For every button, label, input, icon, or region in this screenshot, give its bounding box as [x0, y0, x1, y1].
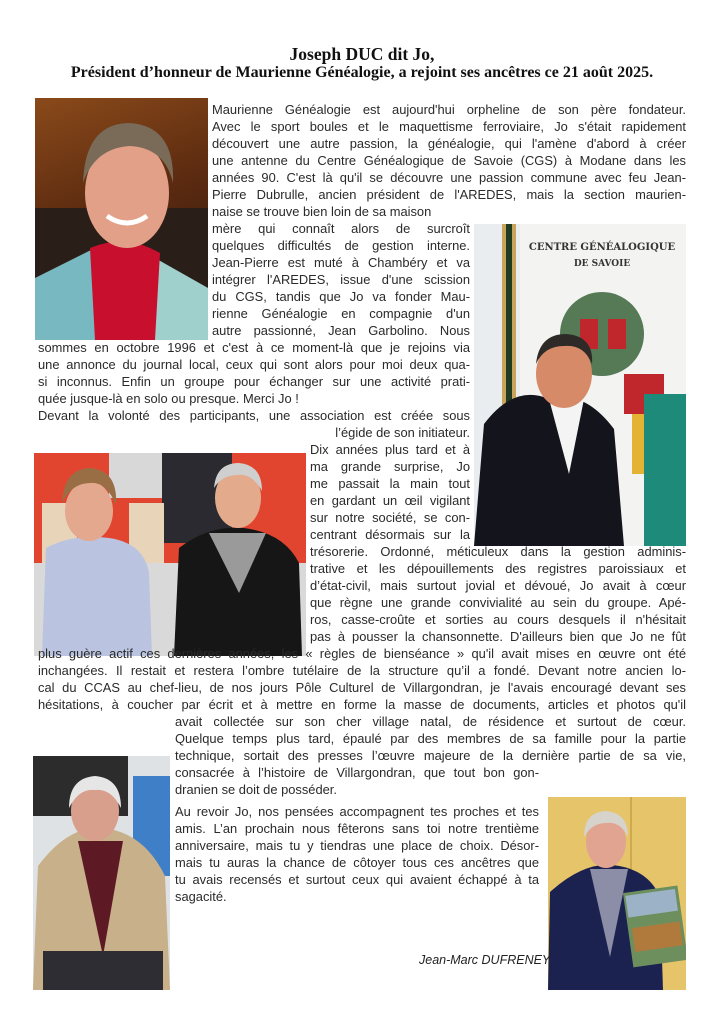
members-photo-image [34, 453, 306, 656]
body-text-line: consacrée à l’histoire de Villargondran, que tout bon gon- [175, 765, 539, 780]
body-text-line: ma grande surprise, Jo [310, 459, 470, 474]
article-title: Joseph DUC dit Jo, [289, 44, 435, 64]
body-text-line: trésorerie. Ordonné, méticuleux dans la gestion adminis- [310, 544, 686, 559]
body-text-line: Pierre Dubrulle, ancien président de l'AREDES, mais la section maurien- [212, 187, 686, 202]
cgs-banner-photo [474, 224, 686, 546]
body-text-line: autre passionné, Jean Garbolino. Nous [212, 323, 470, 338]
body-text-line: l’égide de son initiateur. [335, 425, 470, 440]
portrait-photo-image [35, 98, 208, 340]
body-text-line: inchangées. Il restait et restera l’ombre tutélaire de la structure qu’il a fondé. Devant notre ancien lo- [38, 663, 686, 678]
body-text-line: années 90. C'est là qu'il se découvre une passion commune avec feu Jean- [212, 170, 686, 185]
body-text-line: centrant désormais sur la [310, 527, 470, 542]
body-text-line: mais tu auras la chance de côtoyer tous ces ancêtres que [175, 855, 539, 870]
body-text-line: Avec le sport boules et le maquettisme ferroviaire, Jo s'était rapidement [212, 119, 686, 134]
body-text-line: mère qui connaît alors de surcroît [212, 221, 470, 236]
body-text-line: me passait la main tout [310, 476, 470, 491]
body-text-line: amis. L’an prochain nous fêterons sans toi notre trentième [175, 821, 539, 836]
body-text-line: une antenne du Centre Généalogique de Savoie (CGS) à Modane dans les [212, 153, 686, 168]
body-text-line: anniversaire, mais tu y tiendras une place de choix. Désor- [175, 838, 539, 853]
banner-text-line1: CENTRE GÉNÉALOGIQUE [528, 242, 676, 253]
body-text-line: trative et les dépouillements des registres paroissiaux et [310, 561, 686, 576]
banner-text-line2: DE SAVOIE [573, 259, 631, 269]
body-text-line: du CGS, tandis que Jo va fonder Mau- [212, 289, 470, 304]
body-text-line: technique, sortait des presses l’œuvre majeure de la dernière partie de sa vie, [175, 748, 686, 763]
body-text-line: découvert une autre passion, la généalogie, qui l'amène d'abord à créer [212, 136, 686, 151]
body-text-line: ros, casse-croûte et sorties au cours desquels il n'hésitait [310, 612, 686, 627]
body-text-line: Maurienne Généalogie est aujourd'hui orpheline de son père fondateur. [212, 102, 686, 117]
body-text-line: intégrer l'AREDES, issue d'une scission [212, 272, 470, 287]
body-text-line: une annonce du journal local, ceux qui sont alors pour moi deux qua- [38, 357, 470, 372]
body-text-line: pas à pousser la chansonnette. D'ailleurs bien que Jo ne fût [310, 629, 686, 644]
body-text-line: quelques difficultés de gestion interne. [212, 238, 470, 253]
body-text-line: cal du CCAS au chef-lieu, de nos jours Pôle Culturel de Villargondran, je l'avais encouragé devant ses [38, 680, 686, 695]
body-text-line: Jean-Pierre est muté à Chambéry et va [212, 255, 470, 270]
body-text-line: tu avais recensés et surtout ceux qui avaient échappé à ta [175, 872, 539, 887]
body-text-line: sur notre société, se con- [310, 510, 470, 525]
body-text-line: Dix années plus tard et à [310, 442, 470, 457]
body-text-line: avait collectée sur son cher village natal, de résidence et surtout de cœur. [175, 714, 686, 729]
body-text-line: plus guère actif ces dernières années, les « règles de bienséance » qu'il avait mises en œuvre ont été [38, 646, 686, 661]
body-text-line: si inconnus. Enfin un groupe pour échanger sur une activité prati- [38, 374, 470, 389]
body-text-line: hésitations, à coucher par écrit et à mettre en forme la masse de documents, articles et photos qu'il [38, 697, 686, 712]
article-subtitle: Président d’honneur de Maurienne Généalogie, a rejoint ses ancêtres ce 21 août 2025. [70, 64, 654, 81]
body-text-line: sagacité. [175, 889, 227, 904]
body-text-line: rienne Généalogie en compagnie d'un [212, 306, 470, 321]
signature: Jean-Marc DUFRENEY [419, 953, 551, 967]
cgs-banner-photo-image [474, 224, 686, 546]
jo-seated-photo [33, 756, 170, 990]
body-text-line: sommes en octobre 1996 et c'est à ce moment-là que je rejoins via [38, 340, 470, 355]
body-text-line: dranien se doit de posséder. [175, 782, 337, 797]
body-text-line: d’état-civil, mais surtout jovial et dévoué, Jo avait à cœur [310, 578, 686, 593]
body-text-line: que règne une grande convivialité au sein du groupe. Apé- [310, 595, 686, 610]
jo-book-photo-image [548, 797, 686, 990]
body-text-line: naise se trouve bien loin de sa maison [212, 204, 432, 219]
body-text-line: quée jusque-là en solo ou presque. Merci Jo ! [38, 391, 299, 406]
body-text-line: Devant la volonté des participants, une association est créée sous [38, 408, 470, 423]
portrait-photo [35, 98, 208, 340]
body-text-line: Au revoir Jo, nos pensées accompagnent tes proches et tes [175, 804, 539, 819]
jo-seated-photo-image [33, 756, 170, 990]
members-photo [34, 453, 306, 656]
body-text-line: en gardant un œil vigilant [310, 493, 470, 508]
body-text-line: Quelque temps plus tard, épaulé par des membres de sa famille pour la partie [175, 731, 686, 746]
jo-book-photo [548, 797, 686, 990]
